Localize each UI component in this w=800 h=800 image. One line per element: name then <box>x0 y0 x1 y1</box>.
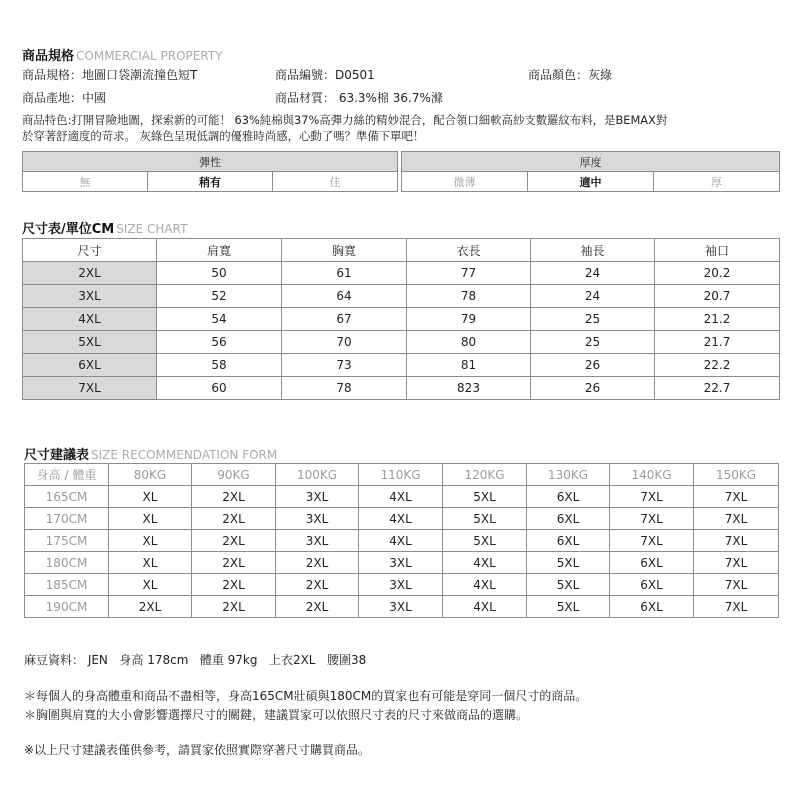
thickness-level: 適中 <box>528 172 654 192</box>
size-chart-header: 肩寬 <box>157 239 282 262</box>
size-label: 6XL <box>23 354 157 377</box>
note: ＊每個人的身高體重和商品不盡相等，身高165CM壯碩與180CM的買家也有可能是穿同一個尺寸的商品。 <box>24 689 588 703</box>
height-label: 175CM <box>25 530 109 552</box>
table-row <box>25 486 779 508</box>
table-cell: 4XL <box>443 574 527 596</box>
table-cell: 2XL <box>276 552 359 574</box>
table-cell: 52 <box>157 285 282 308</box>
table-row <box>25 596 779 618</box>
recommendation-title-en: SIZE RECOMMENDATION FORM <box>91 448 278 462</box>
weight-header: 130KG <box>527 464 610 486</box>
table-row <box>25 552 779 574</box>
table-cell: 7XL <box>694 530 779 552</box>
weight-header: 110KG <box>359 464 443 486</box>
table-cell: 7XL <box>610 508 694 530</box>
table-row <box>25 574 779 596</box>
table-cell: 7XL <box>694 486 779 508</box>
size-chart-header: 衣長 <box>407 239 531 262</box>
table-cell: 25 <box>531 308 655 331</box>
elasticity-level: 稍有 <box>148 172 273 192</box>
height-label: 165CM <box>25 486 109 508</box>
table-cell: 6XL <box>527 486 610 508</box>
table-cell: 24 <box>531 262 655 285</box>
table-cell: 4XL <box>443 552 527 574</box>
table-cell: 7XL <box>610 486 694 508</box>
table-cell: 56 <box>157 331 282 354</box>
property-code: 商品編號：D0501 <box>275 68 375 82</box>
table-cell: 70 <box>282 331 407 354</box>
table-cell: 2XL <box>192 486 276 508</box>
property-feature-line2: 於穿著舒適度的苛求。 灰綠色呈現低調的優雅時尚感，心動了嗎？準備下單吧！ <box>22 129 425 143</box>
table-cell: 7XL <box>694 552 779 574</box>
table-cell: 6XL <box>610 596 694 618</box>
size-chart-header: 袖長 <box>531 239 655 262</box>
table-cell: 2XL <box>192 508 276 530</box>
thickness-level: 厚 <box>654 172 780 192</box>
table-cell: 7XL <box>610 530 694 552</box>
table-cell: 4XL <box>359 530 443 552</box>
table-cell: 78 <box>407 285 531 308</box>
table-cell: 80 <box>407 331 531 354</box>
table-cell: 78 <box>282 377 407 400</box>
table-row <box>23 331 780 354</box>
weight-header: 150KG <box>694 464 779 486</box>
table-cell: 7XL <box>694 508 779 530</box>
table-cell: XL <box>109 530 192 552</box>
table-cell: 4XL <box>359 486 443 508</box>
table-cell: 5XL <box>443 508 527 530</box>
height-label: 185CM <box>25 574 109 596</box>
table-cell: 3XL <box>359 574 443 596</box>
thickness-header: 厚度 <box>402 152 780 172</box>
property-feature-line1: 商品特色:打開冒險地圖，探索新的可能！ 63%純棉與37%高彈力絲的精妙混合，配合領口細軟高紗支數羅紋布料，是BEMAX對 <box>22 113 668 127</box>
property-title-en: COMMERCIAL PROPERTY <box>76 49 223 63</box>
table-cell: 20.2 <box>655 262 780 285</box>
recommendation-title: 尺寸建議表 <box>24 448 90 463</box>
table-cell: 5XL <box>527 574 610 596</box>
height-label: 170CM <box>25 508 109 530</box>
elasticity-header: 彈性 <box>23 152 398 172</box>
table-row <box>23 285 780 308</box>
table-cell: 81 <box>407 354 531 377</box>
size-label: 3XL <box>23 285 157 308</box>
table-cell: 6XL <box>527 508 610 530</box>
table-cell: 5XL <box>527 552 610 574</box>
weight-header: 100KG <box>276 464 359 486</box>
table-cell: 50 <box>157 262 282 285</box>
table-cell: 22.7 <box>655 377 780 400</box>
table-cell: 26 <box>531 354 655 377</box>
table-cell: 823 <box>407 377 531 400</box>
table-cell: 7XL <box>694 596 779 618</box>
table-cell: 2XL <box>276 596 359 618</box>
property-spec: 商品規格：地圖口袋潮流撞色短T <box>22 68 198 82</box>
size-chart-section-title <box>22 218 187 237</box>
table-cell: 7XL <box>694 574 779 596</box>
model-label: 麻豆資料： JEN <box>24 653 108 667</box>
table-cell: 5XL <box>443 486 527 508</box>
model-height: 身高 178cm <box>119 653 189 667</box>
table-cell: 54 <box>157 308 282 331</box>
table-cell: 3XL <box>359 552 443 574</box>
model-waist: 腰圍38 <box>326 653 367 667</box>
size-chart-title-en: SIZE CHART <box>116 222 188 236</box>
table-cell: 3XL <box>276 508 359 530</box>
weight-header: 80KG <box>109 464 192 486</box>
property-origin: 商品產地：中國 <box>22 91 107 105</box>
weight-header: 120KG <box>443 464 527 486</box>
table-cell: 73 <box>282 354 407 377</box>
recommendation-table <box>24 463 779 618</box>
table-cell: 60 <box>157 377 282 400</box>
size-label: 2XL <box>23 262 157 285</box>
table-cell: 2XL <box>276 574 359 596</box>
table-cell: 2XL <box>192 574 276 596</box>
table-cell: 5XL <box>443 530 527 552</box>
thickness-level: 微薄 <box>402 172 528 192</box>
table-cell: 25 <box>531 331 655 354</box>
size-chart-header: 袖口 <box>655 239 780 262</box>
note: ※以上尺寸建議表僅供參考，請買家依照實際穿著尺寸購買商品。 <box>24 743 371 757</box>
model-info <box>24 651 366 668</box>
table-cell: 5XL <box>527 596 610 618</box>
table-cell: 79 <box>407 308 531 331</box>
table-cell: 2XL <box>109 596 192 618</box>
height-label: 180CM <box>25 552 109 574</box>
table-cell: 61 <box>282 262 407 285</box>
weight-header: 90KG <box>192 464 276 486</box>
table-cell: 58 <box>157 354 282 377</box>
table-cell: 22.2 <box>655 354 780 377</box>
table-cell: 4XL <box>359 508 443 530</box>
elasticity-level: 無 <box>23 172 148 192</box>
size-label: 7XL <box>23 377 157 400</box>
model-weight: 體重 97kg <box>199 653 258 667</box>
model-top: 上衣2XL <box>268 653 316 667</box>
table-cell: 3XL <box>359 596 443 618</box>
table-row <box>23 308 780 331</box>
table-cell: XL <box>109 552 192 574</box>
note: ＊胸圍與肩寬的大小會影響選擇尺寸的關鍵，建議買家可以依照尺寸表的尺寸來做商品的選購。 <box>24 708 529 722</box>
weight-header: 140KG <box>610 464 694 486</box>
table-cell: 3XL <box>276 530 359 552</box>
size-chart-title: 尺寸表/單位CM <box>22 222 115 237</box>
table-cell: 2XL <box>192 552 276 574</box>
feature-table <box>22 151 780 192</box>
property-material: 商品材質： 63.3%棉 36.7%滌 <box>275 91 443 105</box>
table-cell: 64 <box>282 285 407 308</box>
table-row <box>23 377 780 400</box>
property-color: 商品顏色：灰綠 <box>528 68 613 82</box>
table-cell: 21.7 <box>655 331 780 354</box>
elasticity-level: 佳 <box>273 172 398 192</box>
size-label: 5XL <box>23 331 157 354</box>
table-cell: XL <box>109 486 192 508</box>
table-cell: 20.7 <box>655 285 780 308</box>
height-label: 190CM <box>25 596 109 618</box>
table-cell: 67 <box>282 308 407 331</box>
table-cell: 6XL <box>610 552 694 574</box>
table-cell: 26 <box>531 377 655 400</box>
table-cell: 2XL <box>192 596 276 618</box>
table-row <box>25 530 779 552</box>
table-cell: 3XL <box>276 486 359 508</box>
size-label: 4XL <box>23 308 157 331</box>
table-cell: 6XL <box>527 530 610 552</box>
table-row <box>23 262 780 285</box>
table-cell: 4XL <box>443 596 527 618</box>
table-cell: 2XL <box>192 530 276 552</box>
table-cell: XL <box>109 508 192 530</box>
recommendation-section-title <box>24 444 277 463</box>
property-section-title <box>22 45 222 64</box>
table-cell: 6XL <box>610 574 694 596</box>
table-cell: 77 <box>407 262 531 285</box>
table-row <box>25 508 779 530</box>
size-chart-table <box>22 238 780 400</box>
recommendation-corner: 身高 / 體重 <box>25 464 109 486</box>
table-cell: 24 <box>531 285 655 308</box>
table-cell: XL <box>109 574 192 596</box>
table-cell: 21.2 <box>655 308 780 331</box>
property-title: 商品規格 <box>22 49 75 64</box>
size-chart-header: 尺寸 <box>23 239 157 262</box>
table-row <box>23 354 780 377</box>
size-chart-header: 胸寬 <box>282 239 407 262</box>
